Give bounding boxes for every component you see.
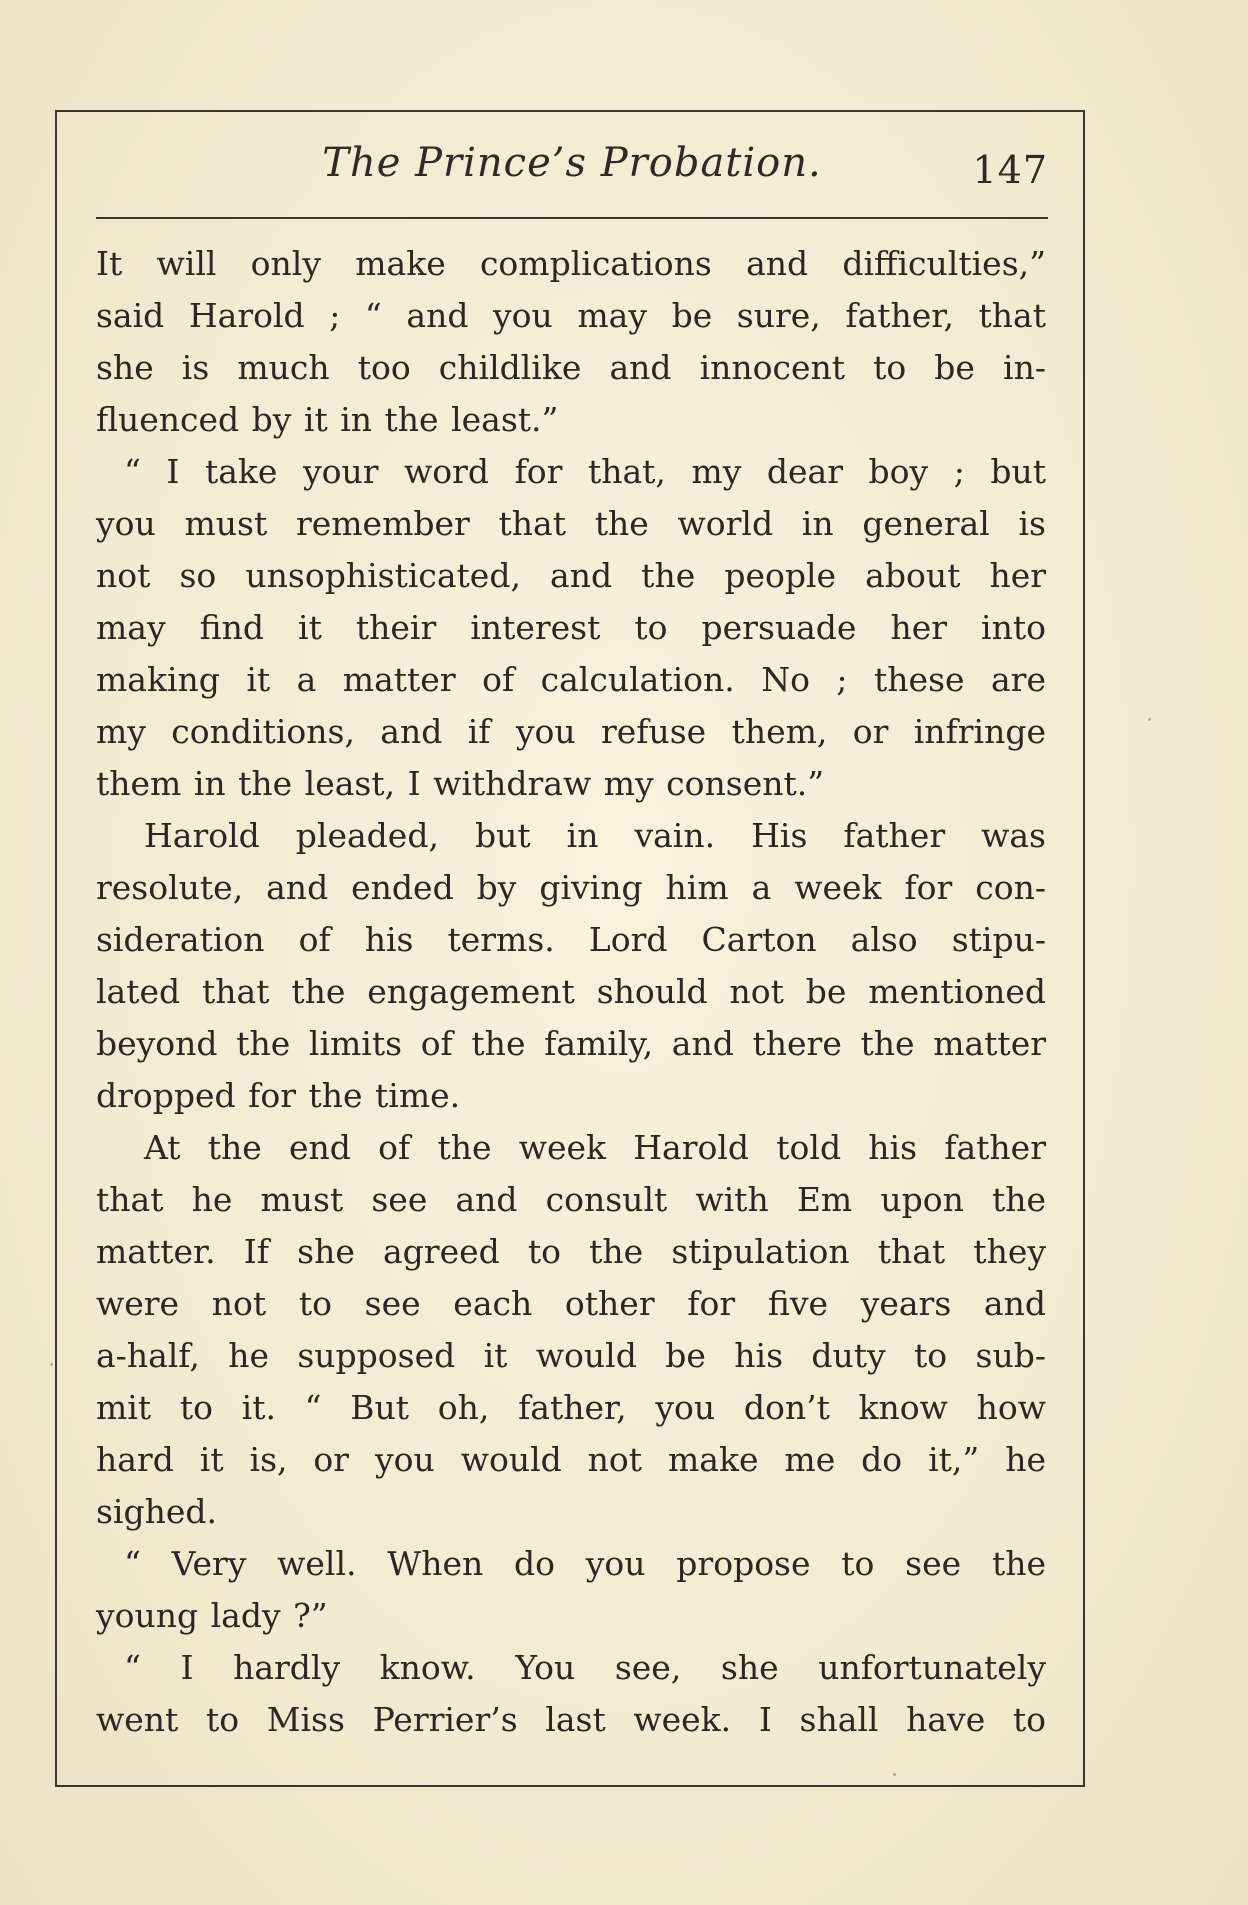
text-line: matter. If she agreed to the stipulation that they [96, 1232, 1046, 1271]
text-line: “ Very well. When do you propose to see the [124, 1544, 1046, 1583]
text-line: dropped for the time. [96, 1076, 461, 1115]
page-header [96, 126, 1048, 216]
text-line: that he must see and consult with Em upon the [96, 1180, 1046, 1219]
text-line: them in the least, I withdraw my consent.” [96, 764, 825, 803]
body-text [96, 238, 1046, 1746]
paper-speck [893, 1773, 896, 1776]
text-line: hard it is, or you would not make me do it,” he [96, 1440, 1046, 1479]
text-line: sighed. [96, 1492, 218, 1531]
text-line: my conditions, and if you refuse them, or infringe [96, 712, 1046, 751]
paper-speck [1148, 718, 1151, 721]
text-line: fluenced by it in the least.” [96, 400, 559, 439]
text-line: beyond the limits of the family, and there the matter [96, 1024, 1046, 1063]
text-line: not so unsophisticated, and the people about her [96, 556, 1046, 595]
text-line: said Harold ; “ and you may be sure, father, that [96, 296, 1046, 335]
text-line: a-half, he supposed it would be his duty to sub- [96, 1336, 1046, 1375]
page-number: 147 [972, 148, 1048, 192]
text-line: young lady ?” [96, 1596, 328, 1635]
text-line: lated that the engagement should not be mentioned [96, 972, 1046, 1011]
text-line: sideration of his terms. Lord Carton also stipu- [96, 920, 1046, 959]
text-line: resolute, and ended by giving him a week for con- [96, 868, 1046, 907]
text-line: “ I take your word for that, my dear boy ; but [124, 452, 1046, 491]
header-rule [96, 217, 1048, 219]
text-line: were not to see each other for five years and [96, 1284, 1046, 1323]
text-line: At the end of the week Harold told his father [144, 1128, 1046, 1167]
text-line: making it a matter of calculation. No ; these are [96, 660, 1046, 699]
paper-speck [50, 1363, 53, 1366]
text-line: you must remember that the world in general is [96, 504, 1046, 543]
text-line: went to Miss Perrier’s last week. I shall have to [96, 1700, 1046, 1739]
running-title: The Prince’s Probation. [322, 140, 822, 186]
text-line: Harold pleaded, but in vain. His father was [144, 816, 1046, 855]
text-line: It will only make complications and difficulties,” [96, 244, 1046, 283]
text-line: mit to it. “ But oh, father, you don’t know how [96, 1388, 1046, 1427]
text-line: may find it their interest to persuade her into [96, 608, 1046, 647]
text-line: “ I hardly know. You see, she unfortunately [124, 1648, 1046, 1687]
text-line: she is much too childlike and innocent to be in- [96, 348, 1046, 387]
